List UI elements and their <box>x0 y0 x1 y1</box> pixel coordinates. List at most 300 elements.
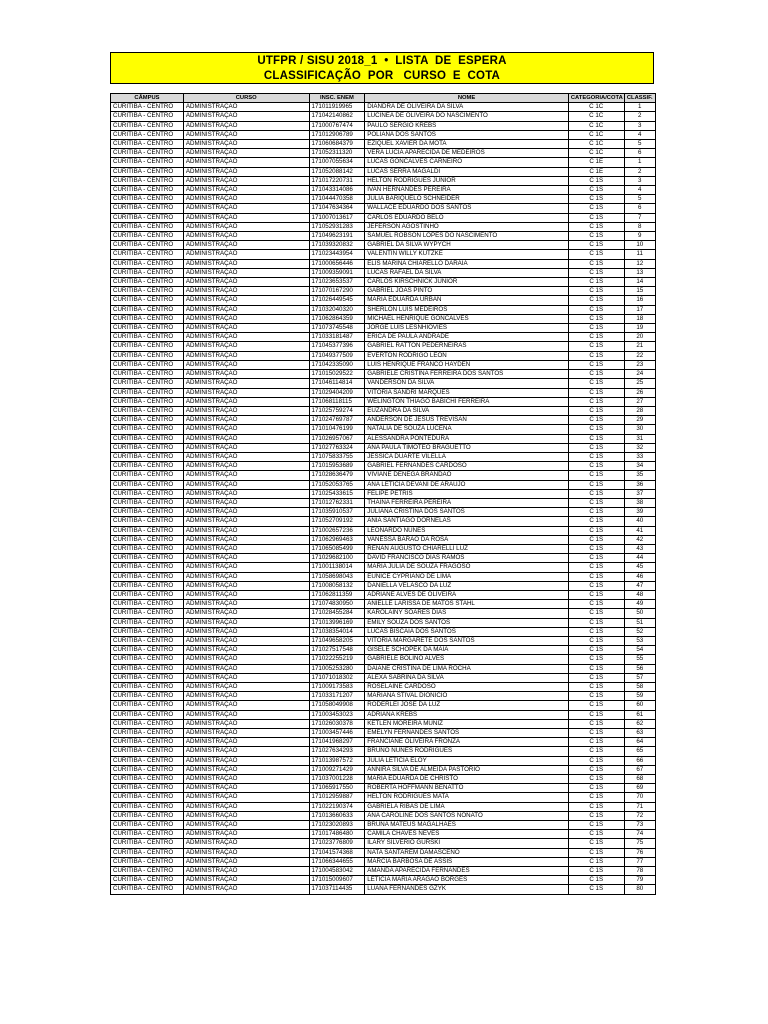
insc-enem-cell: 171002657236 <box>309 526 365 535</box>
campus-cell: CURITIBA - CENTRO <box>111 600 184 609</box>
curso-cell: ADMINISTRAÇÃO <box>183 250 309 259</box>
classif-cell: 55 <box>624 655 655 664</box>
classif-cell: 56 <box>624 664 655 673</box>
table-row <box>111 176 656 185</box>
categoria-cell: C 1S <box>568 636 624 645</box>
table-body <box>111 103 656 894</box>
table-row <box>111 498 656 507</box>
curso-cell: ADMINISTRAÇÃO <box>183 149 309 158</box>
nome-cell: JESSICA DUARTE VILELLA <box>365 452 569 461</box>
insc-enem-cell: 171009359091 <box>309 268 365 277</box>
classif-cell: 2 <box>624 167 655 176</box>
categoria-cell: C 1S <box>568 738 624 747</box>
nome-cell: EUZANDRA DA SILVA <box>365 406 569 415</box>
insc-enem-cell: 171007013617 <box>309 213 365 222</box>
nome-cell: WALLACE EDUARDO DOS SANTOS <box>365 204 569 213</box>
classif-cell: 73 <box>624 821 655 830</box>
insc-enem-cell: 171027634293 <box>309 747 365 756</box>
categoria-cell: C 1S <box>568 333 624 342</box>
classif-cell: 57 <box>624 673 655 682</box>
campus-cell: CURITIBA - CENTRO <box>111 609 184 618</box>
categoria-cell: C 1S <box>568 756 624 765</box>
categoria-cell: C 1S <box>568 857 624 866</box>
categoria-cell: C 1C <box>568 130 624 139</box>
nome-cell: LETICIA MARIA ARAGAO BORGES <box>365 876 569 885</box>
table-row <box>111 673 656 682</box>
classif-cell: 3 <box>624 176 655 185</box>
table-row <box>111 314 656 323</box>
categoria-cell: C 1S <box>568 388 624 397</box>
table-row <box>111 333 656 342</box>
nome-cell: MARIA EDUARDA URBAN <box>365 296 569 305</box>
classif-cell: 52 <box>624 627 655 636</box>
campus-cell: CURITIBA - CENTRO <box>111 406 184 415</box>
campus-cell: CURITIBA - CENTRO <box>111 544 184 553</box>
classif-cell: 42 <box>624 535 655 544</box>
curso-cell: ADMINISTRAÇÃO <box>183 867 309 876</box>
classif-cell: 24 <box>624 370 655 379</box>
nome-cell: RODERLEI JOSE DA LUZ <box>365 701 569 710</box>
categoria-cell: C 1S <box>568 204 624 213</box>
curso-cell: ADMINISTRAÇÃO <box>183 324 309 333</box>
categoria-cell: C 1S <box>568 443 624 452</box>
categoria-cell: C 1S <box>568 406 624 415</box>
campus-cell: CURITIBA - CENTRO <box>111 554 184 563</box>
curso-cell: ADMINISTRAÇÃO <box>183 535 309 544</box>
insc-enem-cell: 171039320832 <box>309 241 365 250</box>
insc-enem-cell: 171033171207 <box>309 692 365 701</box>
table-row <box>111 489 656 498</box>
nome-cell: ALEXA SABRINA DA SILVA <box>365 673 569 682</box>
col-header-campus: CÂMPUS <box>111 94 184 103</box>
campus-cell: CURITIBA - CENTRO <box>111 867 184 876</box>
categoria-cell: C 1S <box>568 775 624 784</box>
curso-cell: ADMINISTRAÇÃO <box>183 241 309 250</box>
classif-cell: 15 <box>624 287 655 296</box>
classif-cell: 7 <box>624 213 655 222</box>
nome-cell: GABRIEL FERNANDES CARDOSO <box>365 462 569 471</box>
title-line-2: CLASSIFICAÇÃO POR CURSO E COTA <box>263 69 501 82</box>
table-row <box>111 434 656 443</box>
curso-cell: ADMINISTRAÇÃO <box>183 848 309 857</box>
table-row <box>111 765 656 774</box>
nome-cell: EVERTON RODRIGO LEON <box>365 351 569 360</box>
curso-cell: ADMINISTRAÇÃO <box>183 121 309 130</box>
classif-cell: 5 <box>624 195 655 204</box>
insc-enem-cell: 171003453023 <box>309 710 365 719</box>
classif-cell: 25 <box>624 379 655 388</box>
table-row <box>111 876 656 885</box>
classif-cell: 71 <box>624 802 655 811</box>
curso-cell: ADMINISTRAÇÃO <box>183 857 309 866</box>
insc-enem-cell: 171022255219 <box>309 655 365 664</box>
insc-enem-cell: 171042335090 <box>309 360 365 369</box>
insc-enem-cell: 171074830950 <box>309 600 365 609</box>
insc-enem-cell: 171003457446 <box>309 729 365 738</box>
campus-cell: CURITIBA - CENTRO <box>111 370 184 379</box>
curso-cell: ADMINISTRAÇÃO <box>183 811 309 820</box>
classif-cell: 37 <box>624 489 655 498</box>
insc-enem-cell: 171041968297 <box>309 738 365 747</box>
insc-enem-cell: 171000767474 <box>309 121 365 130</box>
campus-cell: CURITIBA - CENTRO <box>111 830 184 839</box>
nome-cell: GABRIELE CRISTINA FERREIRA DOS SANTOS <box>365 370 569 379</box>
table-row <box>111 581 656 590</box>
curso-cell: ADMINISTRAÇÃO <box>183 655 309 664</box>
categoria-cell: C 1S <box>568 885 624 894</box>
categoria-cell: C 1S <box>568 535 624 544</box>
campus-cell: CURITIBA - CENTRO <box>111 167 184 176</box>
classif-cell: 13 <box>624 268 655 277</box>
classif-cell: 67 <box>624 765 655 774</box>
classif-cell: 60 <box>624 701 655 710</box>
nome-cell: VIVIANE DENEGA BRANDAO <box>365 471 569 480</box>
campus-cell: CURITIBA - CENTRO <box>111 388 184 397</box>
curso-cell: ADMINISTRAÇÃO <box>183 498 309 507</box>
categoria-cell: C 1C <box>568 149 624 158</box>
insc-enem-cell: 171041574368 <box>309 848 365 857</box>
campus-cell: CURITIBA - CENTRO <box>111 250 184 259</box>
insc-enem-cell: 171060684379 <box>309 140 365 149</box>
table-row <box>111 241 656 250</box>
curso-cell: ADMINISTRAÇÃO <box>183 609 309 618</box>
nome-cell: JORGE LUIS LESNHIOVIES <box>365 324 569 333</box>
campus-cell: CURITIBA - CENTRO <box>111 204 184 213</box>
curso-cell: ADMINISTRAÇÃO <box>183 296 309 305</box>
curso-cell: ADMINISTRAÇÃO <box>183 278 309 287</box>
nome-cell: LUCAS SERRA MAGALDI <box>365 167 569 176</box>
curso-cell: ADMINISTRAÇÃO <box>183 646 309 655</box>
curso-cell: ADMINISTRAÇÃO <box>183 342 309 351</box>
insc-enem-cell: 171035910537 <box>309 508 365 517</box>
nome-cell: MARCIA BARBOSA DE ASSIS <box>365 857 569 866</box>
categoria-cell: C 1S <box>568 296 624 305</box>
curso-cell: ADMINISTRAÇÃO <box>183 793 309 802</box>
curso-cell: ADMINISTRAÇÃO <box>183 287 309 296</box>
curso-cell: ADMINISTRAÇÃO <box>183 600 309 609</box>
categoria-cell: C 1S <box>568 379 624 388</box>
categoria-cell: C 1S <box>568 314 624 323</box>
campus-cell: CURITIBA - CENTRO <box>111 397 184 406</box>
table-row <box>111 664 656 673</box>
classif-cell: 14 <box>624 278 655 287</box>
nome-cell: EMILY SOUZA DOS SANTOS <box>365 618 569 627</box>
classif-cell: 20 <box>624 333 655 342</box>
categoria-cell: C 1S <box>568 425 624 434</box>
categoria-cell: C 1S <box>568 701 624 710</box>
campus-cell: CURITIBA - CENTRO <box>111 729 184 738</box>
classif-cell: 65 <box>624 747 655 756</box>
curso-cell: ADMINISTRAÇÃO <box>183 360 309 369</box>
insc-enem-cell: 171005253280 <box>309 664 365 673</box>
table-row <box>111 600 656 609</box>
insc-enem-cell: 171026957067 <box>309 434 365 443</box>
curso-cell: ADMINISTRAÇÃO <box>183 370 309 379</box>
classif-cell: 79 <box>624 876 655 885</box>
categoria-cell: C 1S <box>568 195 624 204</box>
insc-enem-cell: 171046114814 <box>309 379 365 388</box>
categoria-cell: C 1S <box>568 241 624 250</box>
header-row <box>111 94 656 103</box>
campus-cell: CURITIBA - CENTRO <box>111 738 184 747</box>
insc-enem-cell: 171043314086 <box>309 186 365 195</box>
classif-cell: 23 <box>624 360 655 369</box>
table-row <box>111 802 656 811</box>
table-row <box>111 793 656 802</box>
curso-cell: ADMINISTRAÇÃO <box>183 636 309 645</box>
classif-cell: 8 <box>624 222 655 231</box>
curso-cell: ADMINISTRAÇÃO <box>183 590 309 599</box>
curso-cell: ADMINISTRAÇÃO <box>183 572 309 581</box>
nome-cell: ANA LETICIA DEVANI DE ARAUJO <box>365 480 569 489</box>
nome-cell: JULIA LETICIA ELOY <box>365 756 569 765</box>
table-row <box>111 278 656 287</box>
curso-cell: ADMINISTRAÇÃO <box>183 821 309 830</box>
nome-cell: GABRIELA RIBAS DE LIMA <box>365 802 569 811</box>
nome-cell: JEFERSON AGOSTINHO <box>365 222 569 231</box>
campus-cell: CURITIBA - CENTRO <box>111 213 184 222</box>
campus-cell: CURITIBA - CENTRO <box>111 517 184 526</box>
table-row <box>111 627 656 636</box>
insc-enem-cell: 171015029522 <box>309 370 365 379</box>
table-row <box>111 287 656 296</box>
campus-cell: CURITIBA - CENTRO <box>111 278 184 287</box>
campus-cell: CURITIBA - CENTRO <box>111 876 184 885</box>
col-header-nome: NOME <box>365 94 569 103</box>
categoria-cell: C 1S <box>568 186 624 195</box>
categoria-cell: C 1S <box>568 710 624 719</box>
insc-enem-cell: 171058049908 <box>309 701 365 710</box>
campus-cell: CURITIBA - CENTRO <box>111 259 184 268</box>
insc-enem-cell: 171012959887 <box>309 793 365 802</box>
campus-cell: CURITIBA - CENTRO <box>111 655 184 664</box>
curso-cell: ADMINISTRAÇÃO <box>183 416 309 425</box>
campus-cell: CURITIBA - CENTRO <box>111 618 184 627</box>
campus-cell: CURITIBA - CENTRO <box>111 784 184 793</box>
campus-cell: CURITIBA - CENTRO <box>111 416 184 425</box>
insc-enem-cell: 171017486480 <box>309 830 365 839</box>
table-row <box>111 250 656 259</box>
categoria-cell: C 1C <box>568 112 624 121</box>
nome-cell: SHERLON LUIS MEDEIROS <box>365 305 569 314</box>
campus-cell: CURITIBA - CENTRO <box>111 793 184 802</box>
categoria-cell: C 1S <box>568 489 624 498</box>
campus-cell: CURITIBA - CENTRO <box>111 489 184 498</box>
curso-cell: ADMINISTRAÇÃO <box>183 204 309 213</box>
table-row <box>111 324 656 333</box>
curso-cell: ADMINISTRAÇÃO <box>183 167 309 176</box>
nome-cell: LUCAS GONCALVES CARNEIRO <box>365 158 569 167</box>
insc-enem-cell: 171032040320 <box>309 305 365 314</box>
nome-cell: VITORIA MARGARETE DOS SANTOS <box>365 636 569 645</box>
curso-cell: ADMINISTRAÇÃO <box>183 305 309 314</box>
campus-cell: CURITIBA - CENTRO <box>111 508 184 517</box>
table-row <box>111 738 656 747</box>
classif-cell: 6 <box>624 204 655 213</box>
insc-enem-cell: 171013660633 <box>309 811 365 820</box>
nome-cell: WELINGTON THIAGO BABICHI FERREIRA <box>365 397 569 406</box>
nome-cell: KETLEN MOREIRA MUNIZ <box>365 719 569 728</box>
campus-cell: CURITIBA - CENTRO <box>111 186 184 195</box>
nome-cell: MARIANA STIVAL DIONICIO <box>365 692 569 701</box>
nome-cell: DANIELLA VELASCO DA LUZ <box>365 581 569 590</box>
insc-enem-cell: 171066344655 <box>309 857 365 866</box>
nome-cell: DAVID FRANCISCO DIAS RAMOS <box>365 554 569 563</box>
categoria-cell: C 1S <box>568 692 624 701</box>
classif-cell: 2 <box>624 112 655 121</box>
curso-cell: ADMINISTRAÇÃO <box>183 314 309 323</box>
curso-cell: ADMINISTRAÇÃO <box>183 673 309 682</box>
classif-cell: 50 <box>624 609 655 618</box>
table-row <box>111 821 656 830</box>
campus-cell: CURITIBA - CENTRO <box>111 765 184 774</box>
table-row <box>111 232 656 241</box>
campus-cell: CURITIBA - CENTRO <box>111 222 184 231</box>
categoria-cell: C 1S <box>568 719 624 728</box>
curso-cell: ADMINISTRAÇÃO <box>183 434 309 443</box>
classif-cell: 62 <box>624 719 655 728</box>
insc-enem-cell: 171027763324 <box>309 443 365 452</box>
campus-cell: CURITIBA - CENTRO <box>111 452 184 461</box>
campus-cell: CURITIBA - CENTRO <box>111 535 184 544</box>
table-row <box>111 204 656 213</box>
campus-cell: CURITIBA - CENTRO <box>111 425 184 434</box>
curso-cell: ADMINISTRAÇÃO <box>183 802 309 811</box>
classif-cell: 68 <box>624 775 655 784</box>
nome-cell: THAINA FERREIRA PEREIRA <box>365 498 569 507</box>
table-row <box>111 756 656 765</box>
nome-cell: VANESSA BARAO DA ROSA <box>365 535 569 544</box>
table-row <box>111 406 656 415</box>
curso-cell: ADMINISTRAÇÃO <box>183 683 309 692</box>
campus-cell: CURITIBA - CENTRO <box>111 590 184 599</box>
curso-cell: ADMINISTRAÇÃO <box>183 618 309 627</box>
curso-cell: ADMINISTRAÇÃO <box>183 765 309 774</box>
nome-cell: ANA CAROLINE DOS SANTOS NONATO <box>365 811 569 820</box>
curso-cell: ADMINISTRAÇÃO <box>183 103 309 112</box>
categoria-cell: C 1S <box>568 784 624 793</box>
campus-cell: CURITIBA - CENTRO <box>111 692 184 701</box>
insc-enem-cell: 171058698043 <box>309 572 365 581</box>
campus-cell: CURITIBA - CENTRO <box>111 296 184 305</box>
nome-cell: ANA PAULA TIMOTEO BRAGUETTO <box>365 443 569 452</box>
table-row <box>111 683 656 692</box>
nome-cell: LUCAS BISCAIA DOS SANTOS <box>365 627 569 636</box>
table-row <box>111 508 656 517</box>
insc-enem-cell: 171007055634 <box>309 158 365 167</box>
categoria-cell: C 1S <box>568 627 624 636</box>
campus-cell: CURITIBA - CENTRO <box>111 683 184 692</box>
insc-enem-cell: 171023653537 <box>309 278 365 287</box>
nome-cell: VANDERSON DA SILVA <box>365 379 569 388</box>
table-row <box>111 554 656 563</box>
insc-enem-cell: 171012762331 <box>309 498 365 507</box>
categoria-cell: C 1S <box>568 370 624 379</box>
classif-cell: 10 <box>624 241 655 250</box>
classif-cell: 26 <box>624 388 655 397</box>
categoria-cell: C 1S <box>568 452 624 461</box>
table-row <box>111 480 656 489</box>
nome-cell: AMANDA APARECIDA FERNANDES <box>365 867 569 876</box>
classif-cell: 16 <box>624 296 655 305</box>
campus-cell: CURITIBA - CENTRO <box>111 480 184 489</box>
table-row <box>111 112 656 121</box>
campus-cell: CURITIBA - CENTRO <box>111 462 184 471</box>
nome-cell: GISELE SCHOPEK DA MAIA <box>365 646 569 655</box>
curso-cell: ADMINISTRAÇÃO <box>183 232 309 241</box>
nome-cell: JULIANA CRISTINA DOS SANTOS <box>365 508 569 517</box>
curso-cell: ADMINISTRAÇÃO <box>183 176 309 185</box>
categoria-cell: C 1S <box>568 609 624 618</box>
list-title-banner <box>110 52 654 84</box>
classif-cell: 32 <box>624 443 655 452</box>
campus-cell: CURITIBA - CENTRO <box>111 498 184 507</box>
classif-cell: 63 <box>624 729 655 738</box>
nome-cell: EMELYN FERNANDES SANTOS <box>365 729 569 738</box>
table-row <box>111 811 656 820</box>
classif-cell: 47 <box>624 581 655 590</box>
campus-cell: CURITIBA - CENTRO <box>111 176 184 185</box>
campus-cell: CURITIBA - CENTRO <box>111 121 184 130</box>
nome-cell: DAIANE CRISTINA DE LIMA ROCHA <box>365 664 569 673</box>
table-row <box>111 158 656 167</box>
categoria-cell: C 1S <box>568 526 624 535</box>
insc-enem-cell: 171052311320 <box>309 149 365 158</box>
table-row <box>111 784 656 793</box>
curso-cell: ADMINISTRAÇÃO <box>183 158 309 167</box>
table-row <box>111 830 656 839</box>
campus-cell: CURITIBA - CENTRO <box>111 158 184 167</box>
campus-cell: CURITIBA - CENTRO <box>111 268 184 277</box>
curso-cell: ADMINISTRAÇÃO <box>183 425 309 434</box>
table-row <box>111 692 656 701</box>
table-row <box>111 186 656 195</box>
categoria-cell: C 1S <box>568 590 624 599</box>
categoria-cell: C 1S <box>568 232 624 241</box>
categoria-cell: C 1S <box>568 498 624 507</box>
nome-cell: LEONARDO NUNES <box>365 526 569 535</box>
campus-cell: CURITIBA - CENTRO <box>111 232 184 241</box>
insc-enem-cell: 171015953689 <box>309 462 365 471</box>
nome-cell: ILARY SILVERIO GURSKI <box>365 839 569 848</box>
insc-enem-cell: 171027517548 <box>309 646 365 655</box>
table-row <box>111 103 656 112</box>
campus-cell: CURITIBA - CENTRO <box>111 775 184 784</box>
categoria-cell: C 1S <box>568 508 624 517</box>
insc-enem-cell: 171062969463 <box>309 535 365 544</box>
curso-cell: ADMINISTRAÇÃO <box>183 140 309 149</box>
table-row <box>111 867 656 876</box>
campus-cell: CURITIBA - CENTRO <box>111 848 184 857</box>
classif-cell: 30 <box>624 425 655 434</box>
nome-cell: ERICA DE PAULA ANDRADE <box>365 333 569 342</box>
title-line-1: UTFPR / SISU 2018_1 • LISTA DE ESPERA <box>257 55 507 67</box>
campus-cell: CURITIBA - CENTRO <box>111 314 184 323</box>
campus-cell: CURITIBA - CENTRO <box>111 646 184 655</box>
table-row <box>111 710 656 719</box>
nome-cell: IVAN HERNANDES PEREIRA <box>365 186 569 195</box>
insc-enem-cell: 171029404209 <box>309 388 365 397</box>
curso-cell: ADMINISTRAÇÃO <box>183 756 309 765</box>
campus-cell: CURITIBA - CENTRO <box>111 195 184 204</box>
curso-cell: ADMINISTRAÇÃO <box>183 259 309 268</box>
classif-cell: 33 <box>624 452 655 461</box>
nome-cell: DIANDRA DE OLIVEIRA DA SILVA <box>365 103 569 112</box>
campus-cell: CURITIBA - CENTRO <box>111 130 184 139</box>
campus-cell: CURITIBA - CENTRO <box>111 839 184 848</box>
nome-cell: EZIQUEL XAVIER DA MOTA <box>365 140 569 149</box>
classif-cell: 34 <box>624 462 655 471</box>
